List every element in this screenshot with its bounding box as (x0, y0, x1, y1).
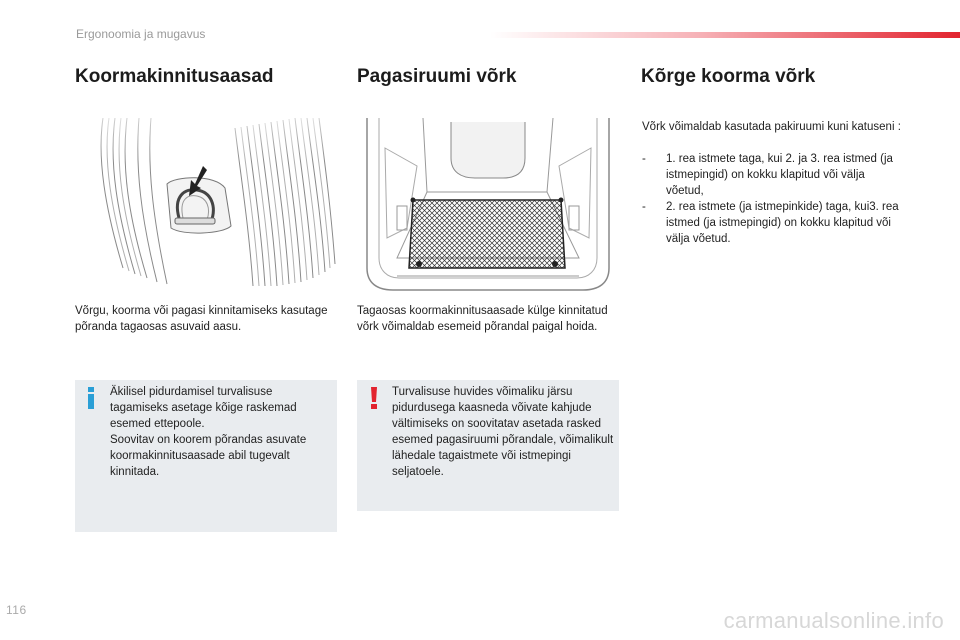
warning-note (357, 380, 619, 511)
warning-note-text: Turvalisuse huvides võimaliku järsu pidurdusega kaasneda võivate kahjude vältimiseks on soovitatav asetada rasked esemed pagasiruumi põrandale, võimalikult lähedale tagaistmete või istmepingi seljatoele. (392, 386, 614, 478)
section-title: Pagasiruumi võrk (357, 66, 517, 87)
high-load-net-list (642, 151, 904, 247)
section-title: Kõrge koorma võrk (641, 66, 816, 87)
section-title: Koormakinnitusaasad (75, 66, 274, 87)
list-item-text: 1. rea istmete taga, kui 2. ja 3. rea istmed (ja istmepingid) on kokku klapitud või välja võetud, (666, 153, 893, 197)
info-note (75, 380, 337, 532)
page-number: 116 (6, 603, 27, 617)
luggage-net-illustration (357, 118, 619, 294)
info-icon (84, 386, 100, 410)
list-dash: - (642, 153, 646, 165)
tie-down-ring-illustration (75, 118, 337, 294)
warning-icon (366, 386, 382, 410)
list-item-text: 2. rea istmete (ja istmepinkide) taga, kui3. rea istmed (ja istmepingid) on kokku klapitud või välja võetud. (666, 201, 899, 245)
high-load-net-intro: Võrk võimaldab kasutada pakiruumi kuni katuseni : (642, 121, 901, 133)
header-accent-bar (490, 32, 960, 38)
section-header-title: Ergonoomia ja mugavus (76, 27, 206, 41)
list-item (642, 199, 904, 247)
watermark: carmanualsonline.info (723, 608, 944, 633)
info-note-text: Äkilisel pidurdamisel turvalisuse tagamiseks asetage kõige raskemad esemed ettepoole. Soovitav on koorem põrandas asuvate koormakinnitusaasade abil tugevalt kinnitada. (110, 386, 307, 478)
luggage-net-description: Tagaosas koormakinnitusaasade külge kinnitatud võrk võimaldab esemeid põrandal paigal hoida. (357, 305, 608, 333)
list-dash: - (642, 201, 646, 213)
list-item (642, 151, 904, 199)
tie-down-description: Võrgu, koorma või pagasi kinnitamiseks kasutage põranda tagaosas asuvaid aasu. (75, 305, 328, 333)
